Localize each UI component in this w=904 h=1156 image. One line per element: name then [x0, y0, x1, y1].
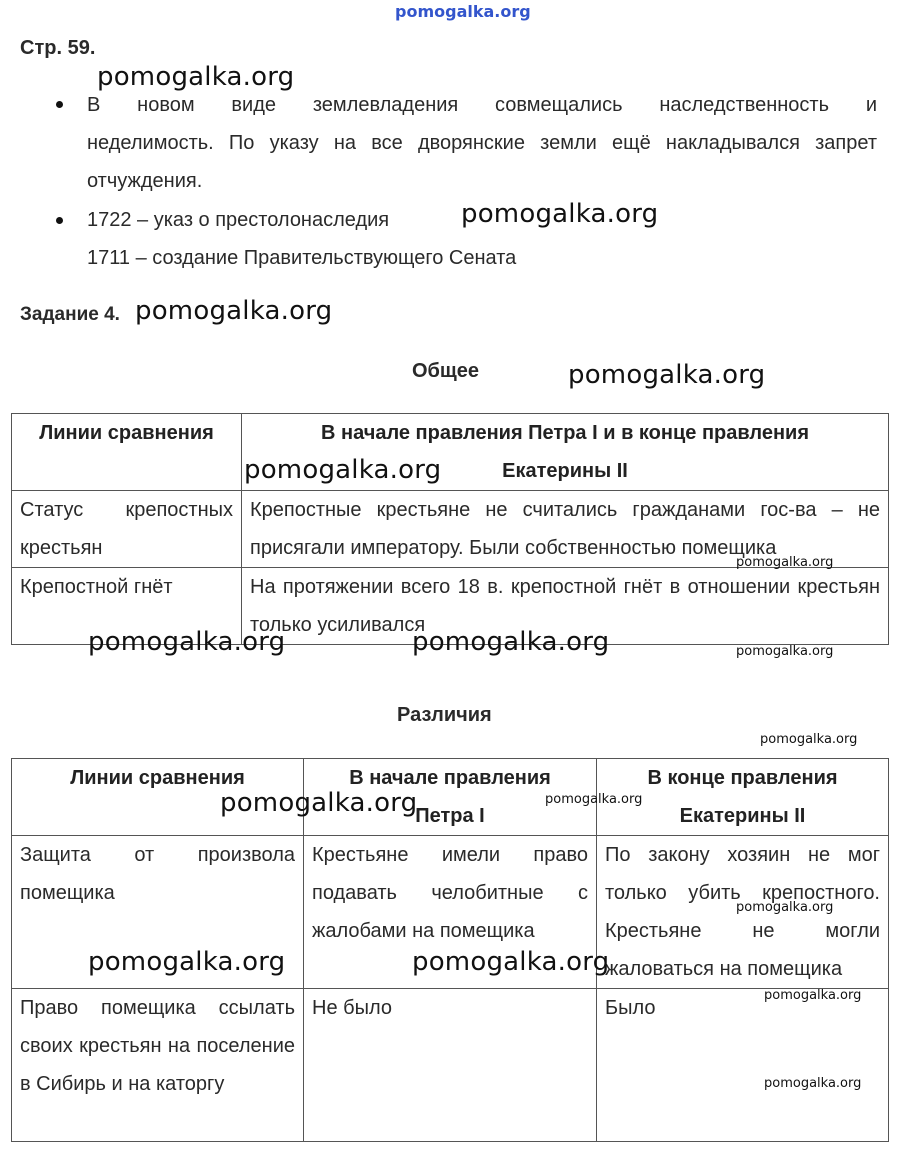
- task-title: Задание 4.: [20, 304, 120, 325]
- watermark-small: pomogalka.org: [764, 1076, 862, 1091]
- table1-cell: Крепостной гнёт: [12, 568, 242, 645]
- watermark-small: pomogalka.org: [764, 988, 862, 1003]
- bullet-1-line-1: В новом виде землевладения совмещались наследственность и: [87, 94, 877, 116]
- bullet-1-line-2: неделимость. По указу на все дворянские земли ещё накладывался запрет: [87, 132, 877, 154]
- watermark-small: pomogalka.org: [760, 732, 858, 747]
- table2-header-lines: Линии сравнения: [12, 759, 304, 836]
- bullet-1-line-3: отчуждения.: [87, 170, 203, 192]
- watermark: pomogalka.org: [568, 360, 766, 390]
- bullet-2-line-2: 1711 – создание Правительствующего Сената: [87, 247, 517, 269]
- bullet-marker: [56, 101, 63, 108]
- table2-title: Различия: [397, 704, 492, 726]
- watermark: pomogalka.org: [461, 199, 659, 229]
- watermark: pomogalka.org: [88, 627, 286, 657]
- watermark-top: pomogalka.org: [395, 2, 531, 21]
- watermark: pomogalka.org: [220, 788, 418, 818]
- watermark-small: pomogalka.org: [736, 900, 834, 915]
- watermark: pomogalka.org: [88, 947, 286, 977]
- table1-header-lines: Линии сравнения: [12, 414, 242, 491]
- table2-cell: По закону хозяин не мог только убить крепостного. Крестьяне не могли жаловаться на помещика: [597, 836, 889, 989]
- watermark: pomogalka.org: [97, 62, 295, 92]
- table-common: [11, 413, 889, 645]
- watermark-small: pomogalka.org: [736, 644, 834, 659]
- watermark: pomogalka.org: [135, 296, 333, 326]
- table2-header-end: В конце правления Екатерины II: [597, 759, 889, 836]
- bullet-2-line-1: 1722 – указ о престолонаследия: [87, 209, 390, 231]
- table1-cell: На протяжении всего 18 в. крепостной гнёт в отношении крестьян только усиливался: [242, 568, 889, 645]
- watermark: pomogalka.org: [412, 627, 610, 657]
- watermark-small: pomogalka.org: [545, 792, 643, 807]
- table2-cell: Право помещика ссылать своих крестьян на поселение в Сибирь и на каторгу: [12, 989, 304, 1142]
- page-header: Стр. 59.: [20, 37, 96, 59]
- bullet-marker: [56, 217, 63, 224]
- table2-cell: Не было: [304, 989, 597, 1142]
- table2-cell: Крестьяне имели право подавать челобитные с жалобами на помещика: [304, 836, 597, 989]
- table2-header-start: В начале правления Петра I: [304, 759, 597, 836]
- table1-cell: Крепостные крестьяне не считались гражданами гос-ва – не присягали императору. Были собственностью помещика: [242, 491, 889, 568]
- table1-title: Общее: [412, 360, 480, 382]
- watermark: pomogalka.org: [244, 455, 442, 485]
- table2-cell: Было: [597, 989, 889, 1142]
- watermark-small: pomogalka.org: [736, 555, 834, 570]
- table1-cell: Статус крепостных крестьян: [12, 491, 242, 568]
- watermark: pomogalka.org: [412, 947, 610, 977]
- table2-cell: Защита от произвола помещика: [12, 836, 304, 989]
- table1-header-period: В начале правления Петра I и в конце правления Екатерины II: [242, 414, 889, 491]
